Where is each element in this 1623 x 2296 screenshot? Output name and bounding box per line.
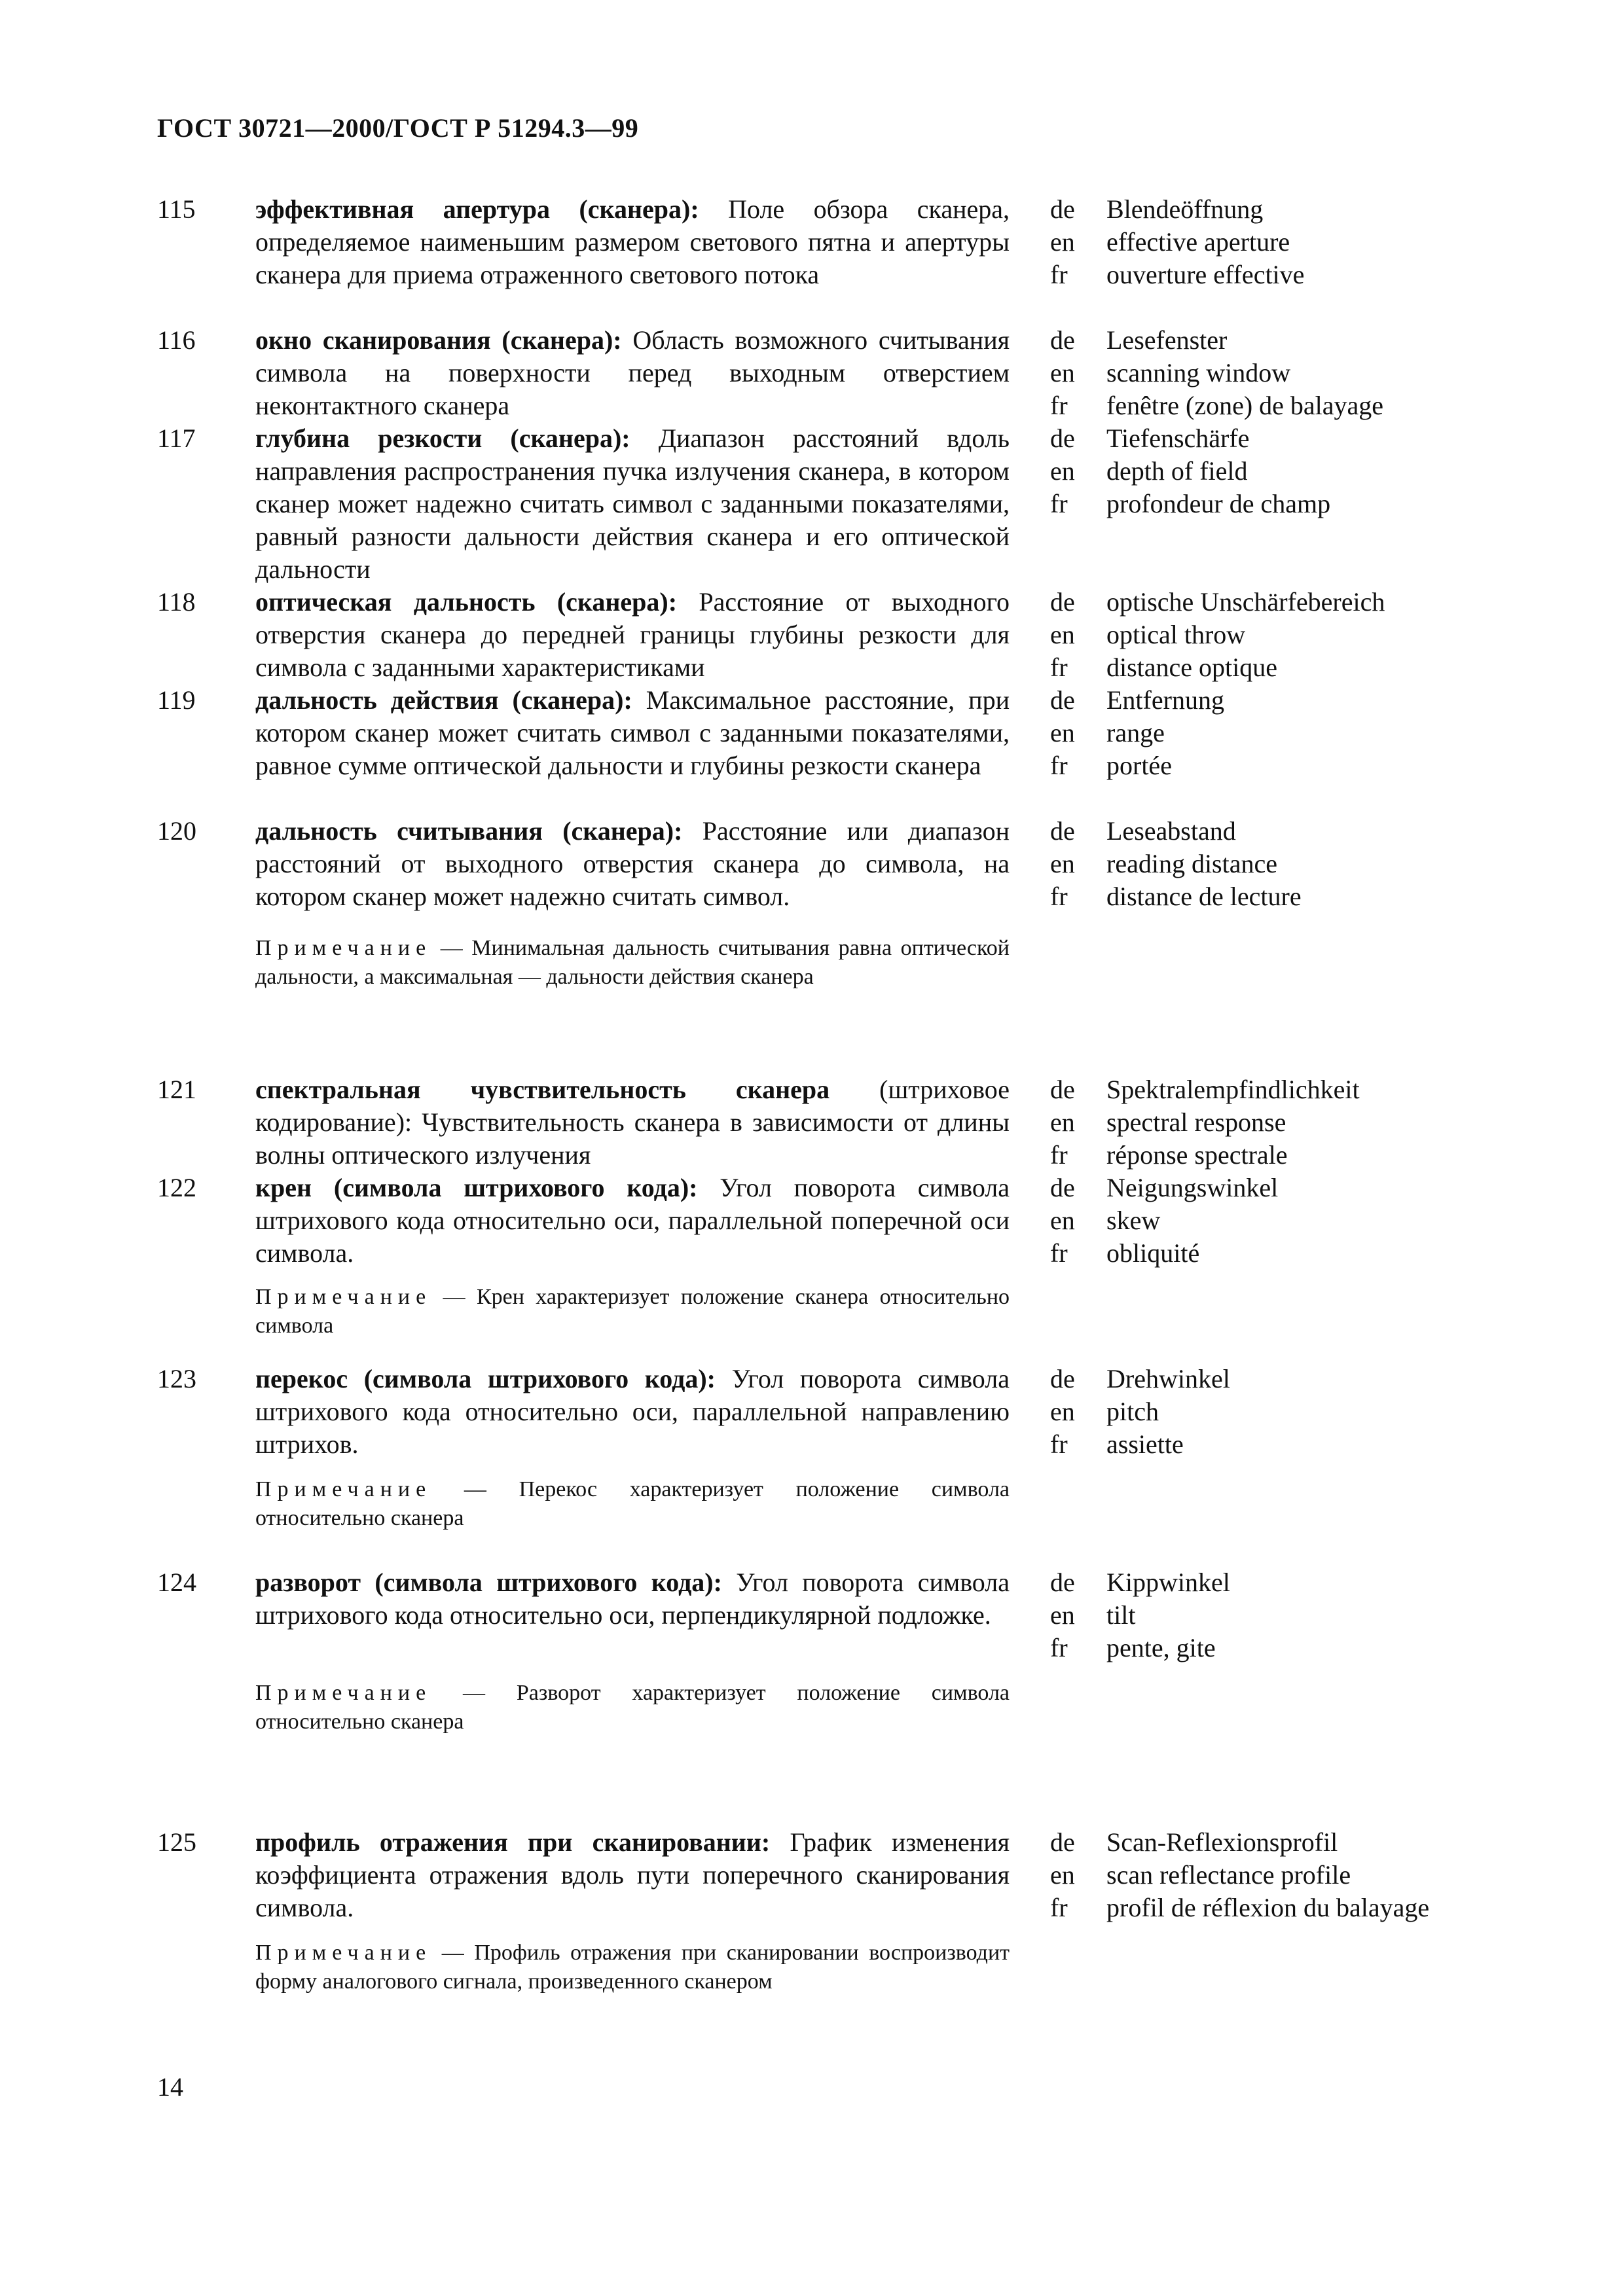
note-text: — Разворот характеризует положение символа относительно сканера: [255, 1681, 1010, 1734]
lang-code-fr: fr: [1050, 882, 1068, 911]
entry-term: профиль отражения при сканировании:: [255, 1827, 771, 1857]
entry-definition: [255, 1826, 1010, 1924]
translation-de: [1050, 586, 1385, 619]
entry-definition: [255, 586, 1010, 684]
lang-code-fr: fr: [1050, 751, 1068, 780]
lang-code-fr: fr: [1050, 1633, 1068, 1662]
page-number: 14: [157, 2072, 183, 2102]
translation-de: [1050, 1363, 1230, 1395]
translation-text: pente, gite: [1106, 1633, 1216, 1662]
entry-definition-text: Область возможного считывания символа на поверхности перед выходным отверстием неконтактного сканера: [255, 325, 1010, 420]
lang-code-fr: fr: [1050, 1429, 1068, 1459]
entry-number: 116: [157, 325, 196, 355]
translation-en: [1050, 357, 1383, 389]
translation-fr: [1050, 1892, 1429, 1924]
entry-note: [255, 1475, 1010, 1533]
entry-term: перекос (символа штрихового кода):: [255, 1364, 716, 1393]
entry-number: 120: [157, 816, 196, 846]
translation-en: [1050, 848, 1302, 880]
note-text: — Минимальная дальность считывания равна оптической дальности, а максимальная — дальности действия сканера: [255, 936, 1010, 989]
entry-term: спектральная чувствительность сканера: [255, 1075, 830, 1104]
lang-code-en: en: [1050, 1600, 1075, 1630]
entry-term: разворот (символа штрихового кода):: [255, 1568, 722, 1597]
translation-en: [1050, 1859, 1429, 1892]
translation-fr: [1050, 749, 1224, 782]
note-label: Примечание: [255, 1681, 432, 1705]
translation-text: tilt: [1106, 1600, 1136, 1630]
lang-code-de: de: [1050, 423, 1075, 453]
translation-de: [1050, 193, 1304, 226]
translation-text: skew: [1106, 1206, 1161, 1235]
entry-translations: [1050, 324, 1383, 422]
entry-translations: [1050, 815, 1302, 913]
lang-code-de: de: [1050, 325, 1075, 355]
entry-number: 125: [157, 1827, 196, 1857]
translation-text: Lesefenster: [1106, 325, 1228, 355]
entry-number: 124: [157, 1568, 196, 1597]
translation-text: Leseabstand: [1106, 816, 1236, 846]
entry-definition-text: График изменения коэффициента отражения вдоль пути поперечного сканирования символа.: [255, 1827, 1010, 1922]
translation-fr: [1050, 880, 1302, 913]
translation-text: Neigungswinkel: [1106, 1173, 1279, 1202]
translation-text: profondeur de champ: [1106, 489, 1331, 518]
entry-definition: [255, 1172, 1010, 1270]
lang-code-de: de: [1050, 1568, 1075, 1597]
translation-en: [1050, 455, 1330, 488]
entry-translations: [1050, 422, 1330, 520]
entry-definition: [255, 815, 1010, 913]
lang-code-fr: fr: [1050, 489, 1068, 518]
entry-translations: [1050, 586, 1385, 684]
entry-term: дальность считывания (сканера):: [255, 816, 683, 846]
translation-text: Kippwinkel: [1106, 1568, 1230, 1597]
entry-definition: [255, 324, 1010, 422]
translation-text: reading distance: [1106, 849, 1277, 878]
entry-number: 122: [157, 1173, 196, 1202]
lang-code-en: en: [1050, 1860, 1075, 1890]
entry-translations: [1050, 684, 1224, 782]
entry-definition-text: Расстояние или диапазон расстояний от выходного отверстия сканера до символа, на котором сканер может надежно считать символ.: [255, 816, 1010, 911]
entry-term: оптическая дальность (сканера):: [255, 587, 678, 617]
entry-definition: [255, 684, 1010, 782]
entry-number: 119: [157, 685, 196, 715]
translation-text: profil de réflexion du balayage: [1106, 1893, 1430, 1922]
lang-code-en: en: [1050, 1206, 1075, 1235]
note-label: Примечание: [255, 1941, 432, 1965]
translation-fr: [1050, 1139, 1360, 1172]
translation-de: [1050, 1073, 1360, 1106]
lang-code-fr: fr: [1050, 1893, 1068, 1922]
translation-text: optical throw: [1106, 620, 1246, 649]
translation-text: range: [1106, 718, 1165, 747]
entry-term: дальность действия (сканера):: [255, 685, 632, 715]
lang-code-fr: fr: [1050, 1140, 1068, 1170]
entry-note: [255, 1939, 1010, 1996]
translation-text: assiette: [1106, 1429, 1184, 1459]
translation-fr: [1050, 1237, 1278, 1270]
translation-en: [1050, 1599, 1230, 1632]
lang-code-en: en: [1050, 849, 1075, 878]
entry-definition-text: Поле обзора сканера, определяемое наименьшим размером светового пятна и апертуры сканера для приема отраженного светового потока: [255, 194, 1010, 289]
note-label: Примечание: [255, 1477, 432, 1501]
translation-text: Spektralempfindlichkeit: [1106, 1075, 1360, 1104]
entry-note: [255, 1283, 1010, 1340]
translation-en: [1050, 619, 1385, 651]
lang-code-en: en: [1050, 718, 1075, 747]
translation-text: obliquité: [1106, 1238, 1200, 1268]
entry-translations: [1050, 1826, 1429, 1924]
lang-code-en: en: [1050, 1107, 1075, 1137]
translation-en: [1050, 1204, 1278, 1237]
lang-code-fr: fr: [1050, 1238, 1068, 1268]
translation-en: [1050, 717, 1224, 749]
entry-term: крен (символа штрихового кода):: [255, 1173, 698, 1202]
translation-text: Entfernung: [1106, 685, 1224, 715]
translation-fr: [1050, 1632, 1230, 1664]
translation-de: [1050, 1826, 1429, 1859]
translation-text: optische Unschärfebereich: [1106, 587, 1385, 617]
entry-definition-text: (штриховое кодирование): Чувствительность сканера в зависимости от длины волны оптического излучения: [255, 1075, 1010, 1170]
translation-text: scanning window: [1106, 358, 1291, 387]
translation-de: [1050, 684, 1224, 717]
translation-fr: [1050, 1428, 1230, 1461]
lang-code-en: en: [1050, 620, 1075, 649]
entry-note: [255, 1679, 1010, 1736]
lang-code-en: en: [1050, 456, 1075, 486]
lang-code-de: de: [1050, 587, 1075, 617]
translation-text: fenêtre (zone) de balayage: [1106, 391, 1384, 420]
translation-fr: [1050, 488, 1330, 520]
entry-definition: [255, 1073, 1010, 1172]
translation-text: ouverture effective: [1106, 260, 1305, 289]
translation-fr: [1050, 389, 1383, 422]
entry-number: 121: [157, 1075, 196, 1104]
lang-code-fr: fr: [1050, 260, 1068, 289]
note-text: — Перекос характеризует положение символа относительно сканера: [255, 1477, 1010, 1530]
entry-definition-text: Расстояние от выходного отверстия сканера до передней границы глубины резкости для символа с заданными характеристиками: [255, 587, 1010, 682]
lang-code-en: en: [1050, 1397, 1075, 1426]
translation-text: Blendeöffnung: [1106, 194, 1264, 224]
translation-de: [1050, 324, 1383, 357]
lang-code-en: en: [1050, 358, 1075, 387]
translation-de: [1050, 422, 1330, 455]
translation-text: depth of field: [1106, 456, 1248, 486]
entry-translations: [1050, 1363, 1230, 1461]
translation-text: Drehwinkel: [1106, 1364, 1230, 1393]
note-text: — Профиль отражения при сканировании воспроизводит форму аналогового сигнала, произведенного сканером: [255, 1941, 1010, 1994]
entry-term: эффективная апертура (сканера):: [255, 194, 699, 224]
entry-definition: [255, 1363, 1010, 1461]
entry-definition: [255, 422, 1010, 586]
entry-term: глубина резкости (сканера):: [255, 423, 630, 453]
entry-term: окно сканирования (сканера):: [255, 325, 622, 355]
entry-number: 117: [157, 423, 196, 453]
translation-en: [1050, 226, 1304, 259]
lang-code-de: de: [1050, 1364, 1075, 1393]
entry-definition: [255, 1566, 1010, 1632]
translation-text: pitch: [1106, 1397, 1159, 1426]
lang-code-de: de: [1050, 1075, 1075, 1104]
translation-text: portée: [1106, 751, 1172, 780]
lang-code-de: de: [1050, 816, 1075, 846]
page-header: ГОСТ 30721—2000/ГОСТ Р 51294.3—99: [157, 113, 639, 143]
entry-definition-text: Угол поворота символа штрихового кода относительно оси, перпендикулярной подложке.: [255, 1568, 1010, 1630]
translation-de: [1050, 1172, 1278, 1204]
translation-text: spectral response: [1106, 1107, 1286, 1137]
translation-text: distance optique: [1106, 653, 1278, 682]
translation-fr: [1050, 651, 1385, 684]
entry-definition-text: Максимальное расстояние, при котором сканер может считать символ с заданными показателями, равное сумме оптической дальности и глубины резкости сканера: [255, 685, 1010, 780]
translation-de: [1050, 1566, 1230, 1599]
translation-text: Tiefenschärfe: [1106, 423, 1250, 453]
entry-translations: [1050, 1073, 1360, 1172]
entry-number: 123: [157, 1364, 196, 1393]
lang-code-fr: fr: [1050, 391, 1068, 420]
entry-definition-text: Угол поворота символа штрихового кода относительно оси, параллельной поперечной оси символа.: [255, 1173, 1010, 1268]
lang-code-de: de: [1050, 685, 1075, 715]
translation-text: réponse spectrale: [1106, 1140, 1288, 1170]
translation-text: scan reflectance profile: [1106, 1860, 1351, 1890]
entry-number: 118: [157, 587, 196, 617]
translation-text: effective aperture: [1106, 227, 1290, 257]
translation-en: [1050, 1395, 1230, 1428]
translation-text: distance de lecture: [1106, 882, 1302, 911]
translation-text: Scan-Reflexionsprofil: [1106, 1827, 1338, 1857]
translation-en: [1050, 1106, 1360, 1139]
lang-code-fr: fr: [1050, 653, 1068, 682]
entry-definition-text: Угол поворота символа штрихового кода относительно оси, параллельной направлению штрихов.: [255, 1364, 1010, 1459]
entry-translations: [1050, 1566, 1230, 1664]
lang-code-de: de: [1050, 1173, 1075, 1202]
entry-translations: [1050, 1172, 1278, 1270]
note-label: Примечание: [255, 936, 432, 960]
lang-code-en: en: [1050, 227, 1075, 257]
translation-fr: [1050, 259, 1304, 291]
note-text: — Крен характеризует положение сканера относительно символа: [255, 1285, 1010, 1338]
entry-translations: [1050, 193, 1304, 291]
note-label: Примечание: [255, 1285, 432, 1309]
translation-de: [1050, 815, 1302, 848]
entry-number: 115: [157, 194, 196, 224]
entry-definition-text: Диапазон расстояний вдоль направления распространения пучка излучения сканера, в котором сканер может надежно считать символ с заданными показателями, равный разности дальности действия сканера и его оптической дальности: [255, 423, 1010, 584]
entry-definition: [255, 193, 1010, 291]
entry-note: [255, 934, 1010, 992]
lang-code-de: de: [1050, 1827, 1075, 1857]
lang-code-de: de: [1050, 194, 1075, 224]
